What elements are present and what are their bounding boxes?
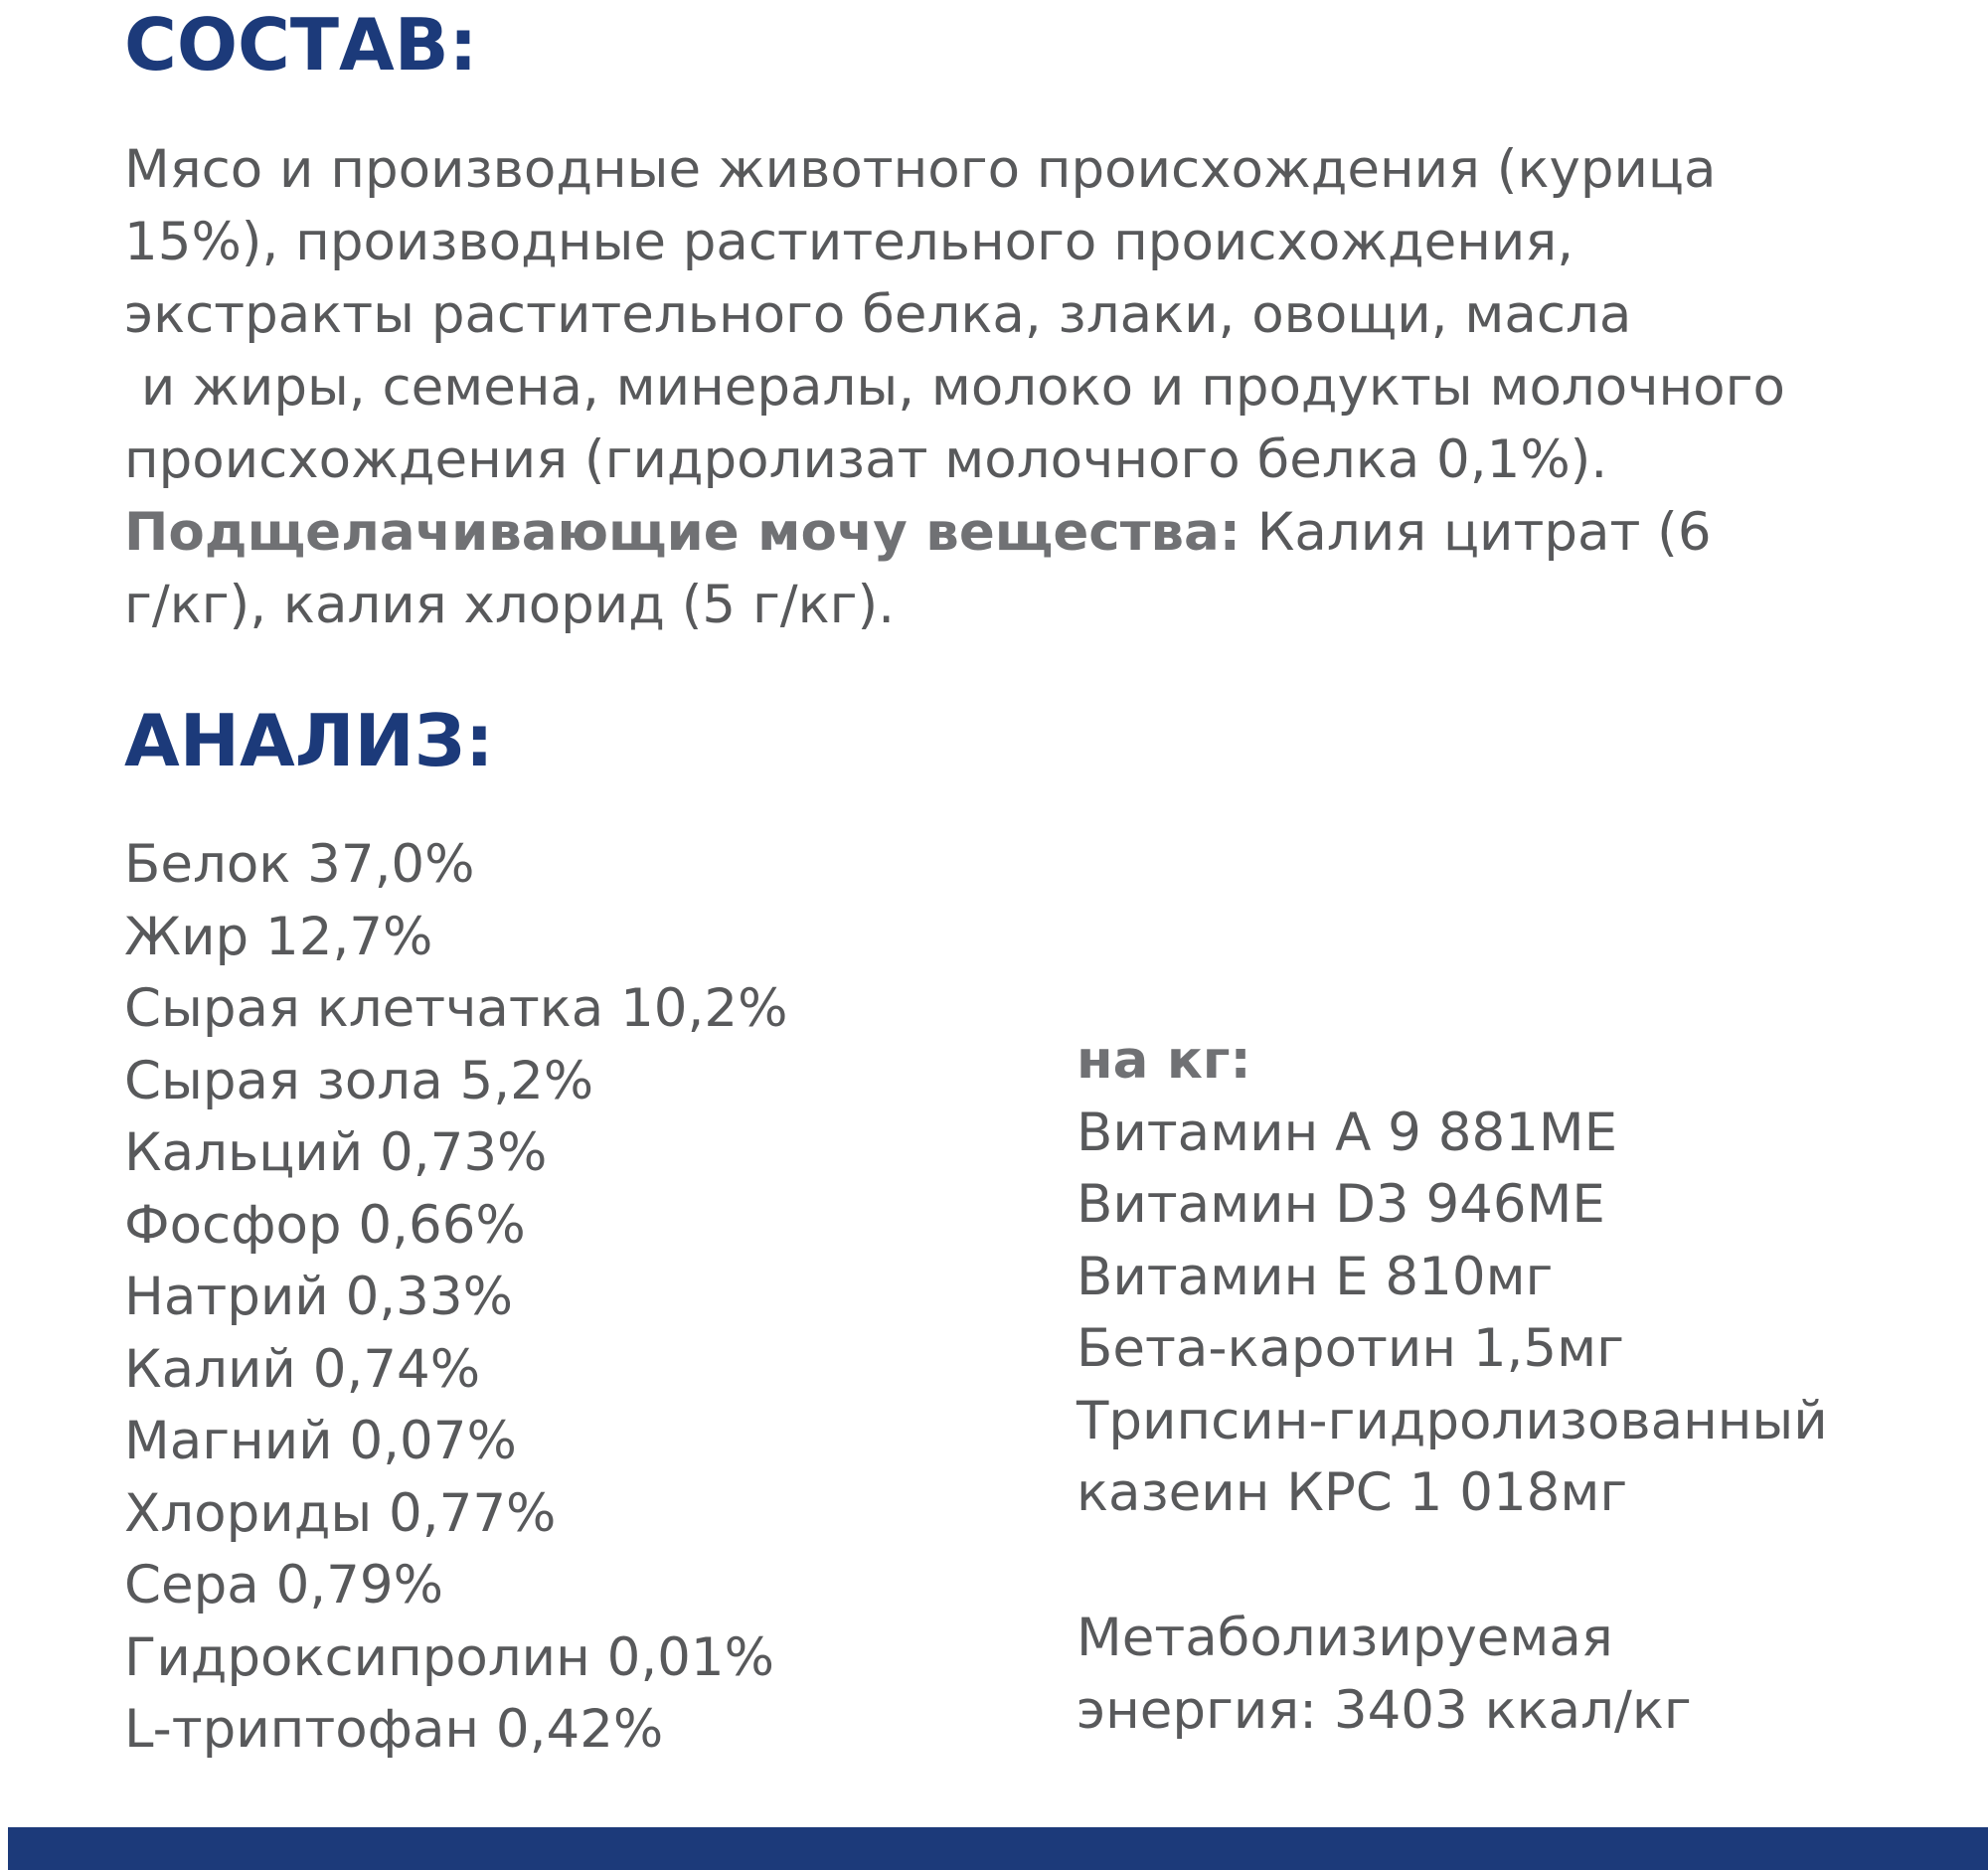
per-kg-block (1077, 1025, 1828, 1530)
analysis-item: Магний 0,07% (124, 1411, 517, 1471)
analysis-item: Гидроксипролин 0,01% (124, 1626, 774, 1688)
bottom-bar (8, 1827, 1988, 1870)
energy-line: Метаболизируемая (1077, 1608, 1613, 1668)
per-kg-item: казеин КРС 1 018мг (1077, 1462, 1628, 1523)
alkalizing-text: Калия цитрат (6 (1240, 502, 1712, 563)
composition-heading: СОСТАВ: (124, 3, 478, 86)
analysis-item: Калий 0,74% (124, 1338, 481, 1400)
composition-line: 15%), производные растительного происхождения, (124, 212, 1574, 272)
analysis-item: Хлориды 0,77% (124, 1482, 557, 1544)
per-kg-item: Трипсин-гидролизованный (1077, 1390, 1828, 1451)
analysis-item: Сырая клетчатка 10,2% (124, 978, 788, 1039)
analysis-item: Фосфор 0,66% (124, 1194, 526, 1256)
analysis-item: Натрий 0,33% (124, 1267, 513, 1327)
alkalizing-label: Подщелачивающие мочу вещества: (124, 502, 1241, 563)
analysis-item: Сырая зола 5,2% (124, 1050, 594, 1111)
analysis-list (124, 829, 787, 1767)
alkalizing-last-line: г/кг), калия хлорид (5 г/кг). (124, 575, 896, 635)
analysis-item: Кальций 0,73% (124, 1122, 548, 1183)
alkalizing-line (124, 496, 1973, 569)
composition-line: Мясо и производные животного происхождения (курица (124, 139, 1717, 200)
analysis-item: Жир 12,7% (124, 906, 433, 967)
per-kg-title: на кг: (1077, 1030, 1251, 1091)
per-kg-item: Витамин А 9 881МЕ (1077, 1102, 1618, 1163)
per-kg-item: Витамин D3 946МЕ (1077, 1174, 1605, 1235)
analysis-item: Сера 0,79% (124, 1555, 443, 1615)
analysis-heading: АНАЛИЗ: (124, 699, 494, 782)
per-kg-list (1077, 1098, 1828, 1530)
energy-line: энергия: 3403 ккал/кг (1077, 1679, 1692, 1741)
per-kg-item: Бета-каротин 1,5мг (1077, 1318, 1624, 1379)
composition-line: и жиры, семена, минералы, молоко и продукты молочного (124, 357, 1785, 418)
composition-paragraph (124, 133, 1973, 641)
analysis-item: Белок 37,0% (124, 834, 475, 895)
per-kg-item: Витамин Е 810мг (1077, 1246, 1554, 1307)
energy-block (1077, 1603, 1692, 1747)
composition-line: происхождения (гидролизат молочного белка 0,1%). (124, 429, 1608, 490)
analysis-item: L-триптофан 0,42% (124, 1699, 664, 1760)
composition-line: экстракты растительного белка, злаки, овощи, масла (124, 284, 1632, 345)
